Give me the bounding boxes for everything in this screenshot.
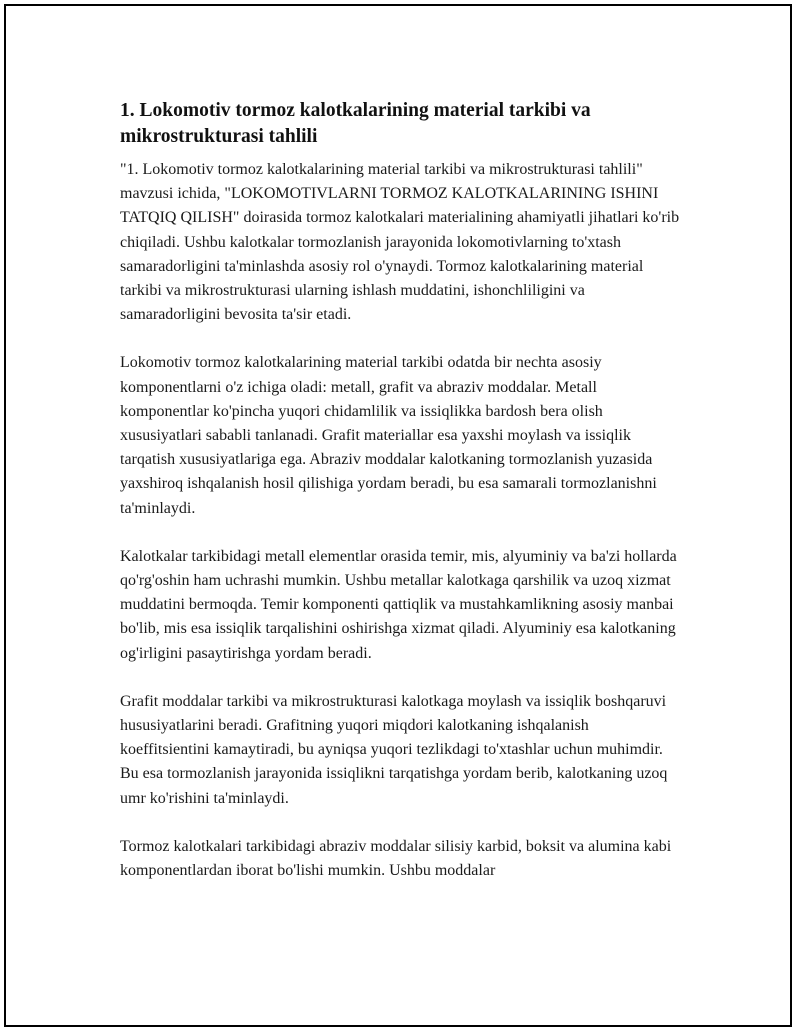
paragraph-2: Lokomotiv tormoz kalotkalarining material tarkibi odatda bir nechta asosiy komponentlarni o'z ichiga oladi: metall, grafit va abraziv moddalar. Metall komponentlar ko'pincha yuqori chidamlilik va issiqlikka bardosh bera olish xususiyatlari sababli tanlanadi. Grafit materiallar esa yaxshi moylash va issiqlik tarqatish xususiyatlariga ega. Abraziv moddalar kalotkaning tormozlanish yuzasida yaxshiroq ishqalanish hosil qilishiga yordam beradi, bu esa samarali tormozlanishni ta'minlaydi. (120, 354, 657, 517)
paragraph-4: Grafit moddalar tarkibi va mikrostrukturasi kalotkaga moylash va issiqlik boshqaruvi hususiyatlarini beradi. Grafitning yuqori miqdori kalotkaning ishqalanish koeffitsientini kamaytiradi, bu ayniqsa yuqori tezlikdagi to'xtashlar uchun muhimdir. Bu esa tormozlanish jarayonida issiqlikni tarqatishga yordam berib, kalotkaning uzoq umr ko'rishini ta'minlaydi. (120, 692, 668, 807)
paragraph-1: "1. Lokomotiv tormoz kalotkalarining material tarkibi va mikrostrukturasi tahlili" mavzusi ichida, "LOKOMOTIVLARNI TORMOZ KALOTKALARINING ISHINI TATQIQ QILISH" doirasida tormoz kalotkalari materialining ahamiyatli jihatlari ko'rib chiqiladi. Ushbu kalotkalar tormozlanish jarayonida lokomotivlarning to'xtash samaradorligini ta'minlashda asosiy rol o'ynaydi. Tormoz kalotkalarining material tarkibi va mikrostrukturasi ularning ishlash muddatini, ishonchliligini va samaradorligini bevosita ta'sir etadi. (120, 161, 680, 324)
document-title: 1. Lokomotiv tormoz kalotkalarining material tarkibi va mikrostrukturasi tahlili (120, 100, 591, 147)
document-body (120, 98, 680, 907)
paragraph-5: Tormoz kalotkalari tarkibidagi abraziv moddalar silisiy karbid, boksit va alumina kabi komponentlardan iborat bo'lishi mumkin. Ushbu moddalar (120, 837, 672, 880)
page-frame (4, 4, 792, 1027)
paragraph-3: Kalotkalar tarkibidagi metall elementlar orasida temir, mis, alyuminiy va ba'zi hollarda qo'rg'oshin ham uchrashi mumkin. Ushbu metallar kalotkaga qarshilik va uzoq xizmat muddatini bermoqda. Temir komponenti qattiqlik va mustahkamlikning asosiy manbai bo'lib, mis esa issiqlik tarqalishini oshirishga xizmat qiladi. Alyuminiy esa kalotkaning og'irligini pasaytirishga yordam beradi. (120, 547, 677, 662)
